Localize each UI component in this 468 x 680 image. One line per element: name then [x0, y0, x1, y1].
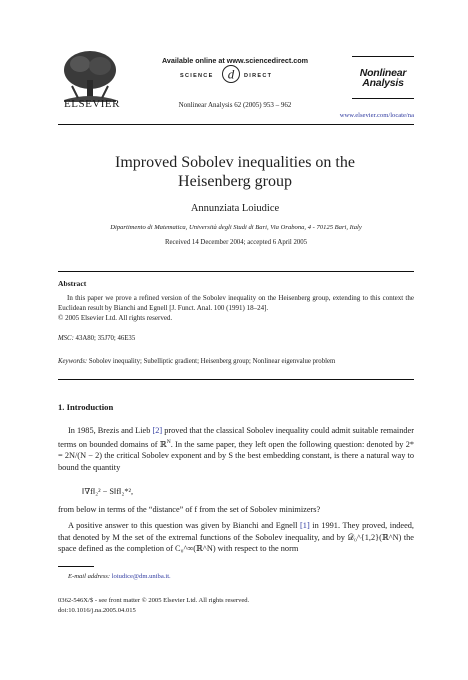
svg-text:d: d	[227, 66, 235, 82]
intro-paragraph-2: from below in terms of the “distance” of f from the set of Sobolev minimizers?	[58, 505, 321, 514]
p1-text-c: . In the same paper, they left open the following question: denoted by 2* = 2N/(N − 2) the critical Sobolev exponent and by S the best embedding constant, is there a natural way to bound the quantity	[58, 439, 414, 472]
journal-logo-line1: Nonlinear	[359, 67, 407, 79]
publisher-name: ELSEVIER	[64, 98, 120, 110]
abstract-text: In this paper we prove a refined version of the Sobolev inequality on the Heisenberg group, extending to this context the Euclidean result by Bianchi and Egnell [J. Funct. Anal. 100 (1991) 18–24].	[58, 294, 414, 312]
abstract-body	[58, 293, 414, 323]
abstract-rule-top	[58, 271, 414, 272]
footnote-rule	[58, 566, 94, 567]
quantity-equation: ‖∇f‖₂² − S‖f‖₂*²,	[82, 487, 134, 496]
sciencedirect-d-logo	[221, 64, 241, 84]
title-line-1: Improved Sobolev inequalities on the	[115, 154, 355, 171]
title-line-2: Heisenberg group	[178, 173, 292, 190]
journal-logo-line2: Analysis	[362, 77, 404, 89]
msc-codes: 43A80; 35J70; 46E35	[73, 335, 136, 342]
journal-logo	[352, 68, 414, 88]
abstract-rule-bottom	[58, 379, 414, 380]
email-link[interactable]: loiudice@dm.uniba.it.	[110, 573, 171, 580]
abstract-copyright: © 2005 Elsevier Ltd. All rights reserved.	[58, 314, 173, 322]
section-heading: 1. Introduction	[58, 402, 114, 412]
p1-text-b: proved that the classical Sobolev inequality could admit suitable remainder terms on bounded domains of ℝ	[58, 426, 414, 449]
msc-label: MSC:	[58, 335, 74, 342]
header-divider	[58, 124, 414, 125]
citation-link-2[interactable]: [2]	[152, 426, 163, 435]
journal-reference: Nonlinear Analysis 62 (2005) 953 – 962	[178, 101, 292, 109]
received-dates: Received 14 December 2004; accepted 6 April 2005	[164, 239, 308, 246]
citation-link-1[interactable]: [1]	[300, 521, 310, 530]
msc-line	[58, 335, 414, 342]
email-footnote	[68, 573, 171, 580]
author-name: Annunziata Loiudice	[190, 203, 280, 214]
keywords-label: Keywords:	[58, 358, 88, 365]
p1-text-a: In 1985, Brezis and Lieb	[68, 426, 153, 435]
sciencedirect-left: SCIENCE	[180, 73, 214, 79]
article-title	[80, 153, 390, 191]
intro-paragraph-3	[58, 520, 414, 555]
logo-rule-bottom	[352, 98, 414, 99]
p3-text-a: A positive answer to this question was given by Bianchi and Egnell	[68, 521, 301, 530]
p3-text-b: in 1991. They proved, indeed, that denoted by M the set of the extremal functions of the Sobolev inequality, and by 𝒟₀^{1,2}(ℝ^N) the space defined as the completion of C₀^∞(ℝ^N) with respect to the norm	[58, 521, 414, 554]
front-matter-line: 0362-546X/$ - see front matter © 2005 Elsevier Ltd. All rights reserved.	[58, 597, 250, 604]
intro-paragraph-1	[58, 425, 414, 473]
available-online-text: Available online at www.sciencedirect.com	[161, 56, 309, 65]
sciencedirect-right: DIRECT	[244, 73, 273, 79]
author-affiliation: Dipartimento di Matematica, Università degli Studi di Bari, Via Orabona, 4 - 70125 Bari, Italy	[110, 224, 362, 231]
abstract-heading: Abstract	[58, 279, 87, 288]
logo-rule-top	[352, 56, 414, 57]
email-label: E-mail address:	[68, 573, 111, 580]
keywords-line	[58, 358, 414, 365]
doi-line: doi:10.1016/j.na.2005.04.015	[58, 607, 136, 614]
p1-superscript: N	[166, 438, 171, 445]
journal-url-link[interactable]: www.elsevier.com/locate/na	[339, 112, 414, 119]
keywords-text: Sobolev inequality; Subelliptic gradient; Heisenberg group; Nonlinear eigenvalue problem	[87, 358, 336, 365]
